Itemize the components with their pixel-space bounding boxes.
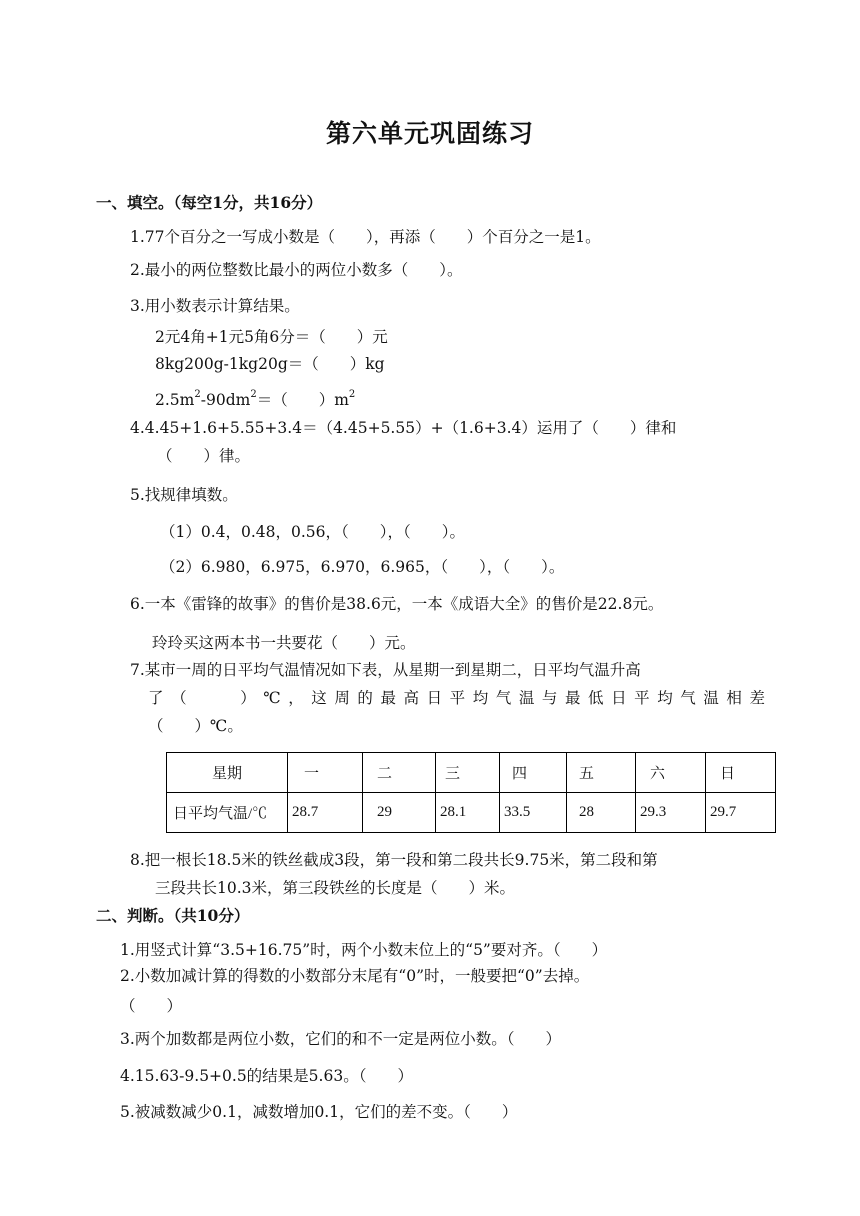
q3c-sup3: 2 xyxy=(348,388,356,400)
table-cell: 星期 xyxy=(167,753,288,793)
question-2-2-line2: （ ） xyxy=(120,997,183,1015)
question-1-7-line1: 7.某市一周的日平均气温情况如下表，从星期一到星期二，日平均气温升高 xyxy=(130,661,641,679)
table-cell: 28 xyxy=(567,793,636,833)
table-cell: 日平均气温/℃ xyxy=(167,793,288,833)
table-cell: 28.7 xyxy=(288,793,363,833)
question-2-1: 1.用竖式计算“3.5+16.75”时，两个小数末位上的“5”要对齐。（ ） xyxy=(120,941,608,959)
question-1-8-line2: 三段共长10.3米，第三段铁丝的长度是（ ）米。 xyxy=(155,879,516,897)
table-cell: 二 xyxy=(363,753,436,793)
q3c-part2: -90dm xyxy=(200,391,251,409)
question-1-4-line2: （ ）律。 xyxy=(157,447,251,465)
table-cell: 一 xyxy=(288,753,363,793)
question-1-1: 1.77个百分之一写成小数是（ ），再添（ ）个百分之一是1。 xyxy=(130,228,601,246)
section-1-heading: 一、填空。（每空1分，共16分） xyxy=(96,193,323,212)
table-cell: 四 xyxy=(500,753,567,793)
q3c-part3: ＝（ ）m xyxy=(256,391,349,409)
table-cell: 29.3 xyxy=(636,793,706,833)
question-2-3: 3.两个加数都是两位小数，它们的和不一定是两位小数。（ ） xyxy=(120,1030,562,1048)
question-2-4: 4.15.63-9.5+0.5的结果是5.63。（ ） xyxy=(120,1067,413,1085)
table-cell: 28.1 xyxy=(436,793,500,833)
question-1-3-c xyxy=(155,390,355,410)
table-cell: 三 xyxy=(436,753,500,793)
question-1-3-stem: 3.用小数表示计算结果。 xyxy=(130,297,300,315)
table-cell: 日 xyxy=(706,753,776,793)
question-1-7-line3: （ ）℃。 xyxy=(148,717,243,735)
question-1-6-line1: 6.一本《雷锋的故事》的售价是38.6元，一本《成语大全》的售价是22.8元。 xyxy=(130,595,664,613)
question-1-4-line1: 4.4.45+1.6+5.55+3.4＝（4.45+5.55）+（1.6+3.4）运用了（ ）律和 xyxy=(130,419,677,437)
question-1-5-b: （2）6.980，6.975，6.970，6.965，（ ），（ ）。 xyxy=(160,558,565,576)
table-cell: 29 xyxy=(363,793,436,833)
question-1-6-line2: 玲玲买这两本书一共要花（ ）元。 xyxy=(152,634,416,652)
question-1-3-b: 8kg200g-1kg20g＝（ ）kg xyxy=(155,355,385,373)
temperature-table xyxy=(166,752,776,833)
question-2-5: 5.被减数减少0.1，减数增加0.1，它们的差不变。（ ） xyxy=(120,1103,518,1121)
question-1-2: 2.最小的两位整数比最小的两位小数多（ ）。 xyxy=(130,261,463,279)
q3c-sup1: 2 xyxy=(194,388,201,400)
q3c-part1: 2.5m xyxy=(155,391,195,409)
table-cell: 29.7 xyxy=(706,793,776,833)
table-header-row xyxy=(167,753,776,793)
question-1-5-a: （1）0.4，0.48，0.56，（ ），（ ）。 xyxy=(160,523,466,541)
table-cell: 六 xyxy=(636,753,706,793)
table-row xyxy=(167,793,776,833)
q3c-sup2: 2 xyxy=(250,388,257,400)
table-cell: 33.5 xyxy=(500,793,567,833)
question-1-7-line2: 了（ ）℃，这周的最高日平均气温与最低日平均气温相差 xyxy=(148,689,765,707)
question-1-8-line1: 8.把一根长18.5米的铁丝截成3段，第一段和第二段共长9.75米，第二段和第 xyxy=(130,851,658,869)
page-title: 第六单元巩固练习 xyxy=(325,119,534,148)
question-1-3-a: 2元4角+1元5角6分＝（ ）元 xyxy=(155,328,388,346)
question-1-5-stem: 5.找规律填数。 xyxy=(130,486,238,504)
question-2-2-line1: 2.小数加减计算的得数的小数部分末尾有“0”时，一般要把“0”去掉。 xyxy=(120,967,590,985)
section-2-heading: 二、判断。（共10分） xyxy=(96,906,250,925)
table-cell: 五 xyxy=(567,753,636,793)
